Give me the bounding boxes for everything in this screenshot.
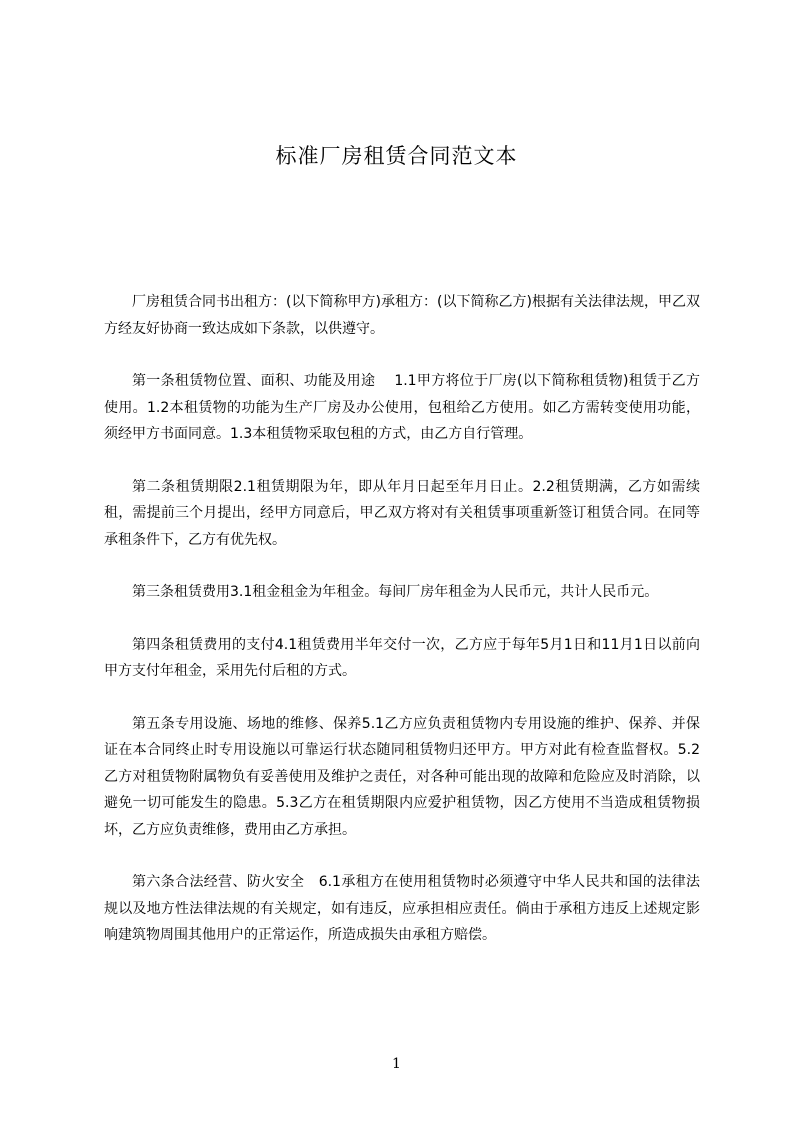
paragraph-preamble: 厂房租赁合同书出租方：(以下简称甲方)承租方：(以下简称乙方)根据有关法律法规，甲乙双方经友好协商一致达成如下条款，以供遵守。 — [104, 294, 700, 337]
paragraph-article-5: 第五条专用设施、场地的维修、保养5.1乙方应负责租赁物内专用设施的维护、保养、并保证在本合同终止时专用设施以可靠运行状态随同租赁物归还甲方。甲方对此有检查监督权。5.2乙方对租赁物附属物负有妥善使用及维护之责任，对各种可能出现的故障和危险应及时消除，以避免一切可能发生的隐患。5.3乙方在租赁期限内应爱护租赁物，因乙方使用不当造成租赁物损坏，乙方应负责维修，费用由乙方承担。 — [104, 715, 700, 838]
paragraph-article-4: 第四条租赁费用的支付4.1租赁费用半年交付一次，乙方应于每年5月1日和11月1日以前向甲方支付年租金，采用先付后租的方式。 — [104, 636, 700, 679]
document-title: 标准厂房租赁合同范文本 — [275, 144, 518, 168]
paragraph-article-1: 第一条租赁物位置、面积、功能及用途 1.1甲方将位于厂房(以下简称租赁物)租赁于乙方使用。1.2本租赁物的功能为生产厂房及办公使用，包租给乙方使用。如乙方需转变使用功能，须经甲方书面同意。1.3本租赁物采取包租的方式，由乙方自行管理。 — [104, 373, 700, 442]
paragraph-article-6: 第六条合法经营、防火安全 6.1承租方在使用租赁物时必须遵守中华人民共和国的法律法规以及地方性法律法规的有关规定，如有违反，应承担相应责任。倘由于承租方违反上述规定影响建筑物周围其他用户的正常运作，所造成损失由承租方赔偿。 — [104, 874, 700, 943]
page-number: 1 — [392, 1056, 401, 1072]
paragraph-article-2: 第二条租赁期限2.1租赁期限为年，即从年月日起至年月日止。2.2租赁期满，乙方如需续租，需提前三个月提出，经甲方同意后，甲乙双方将对有关租赁事项重新签订租赁合同。在同等承租条件下，乙方有优先权。 — [104, 478, 700, 548]
paragraph-article-3: 第三条租赁费用3.1租金租金为年租金。每间厂房年租金为人民币元，共计人民币元。 — [132, 584, 659, 600]
document-body — [104, 289, 700, 975]
